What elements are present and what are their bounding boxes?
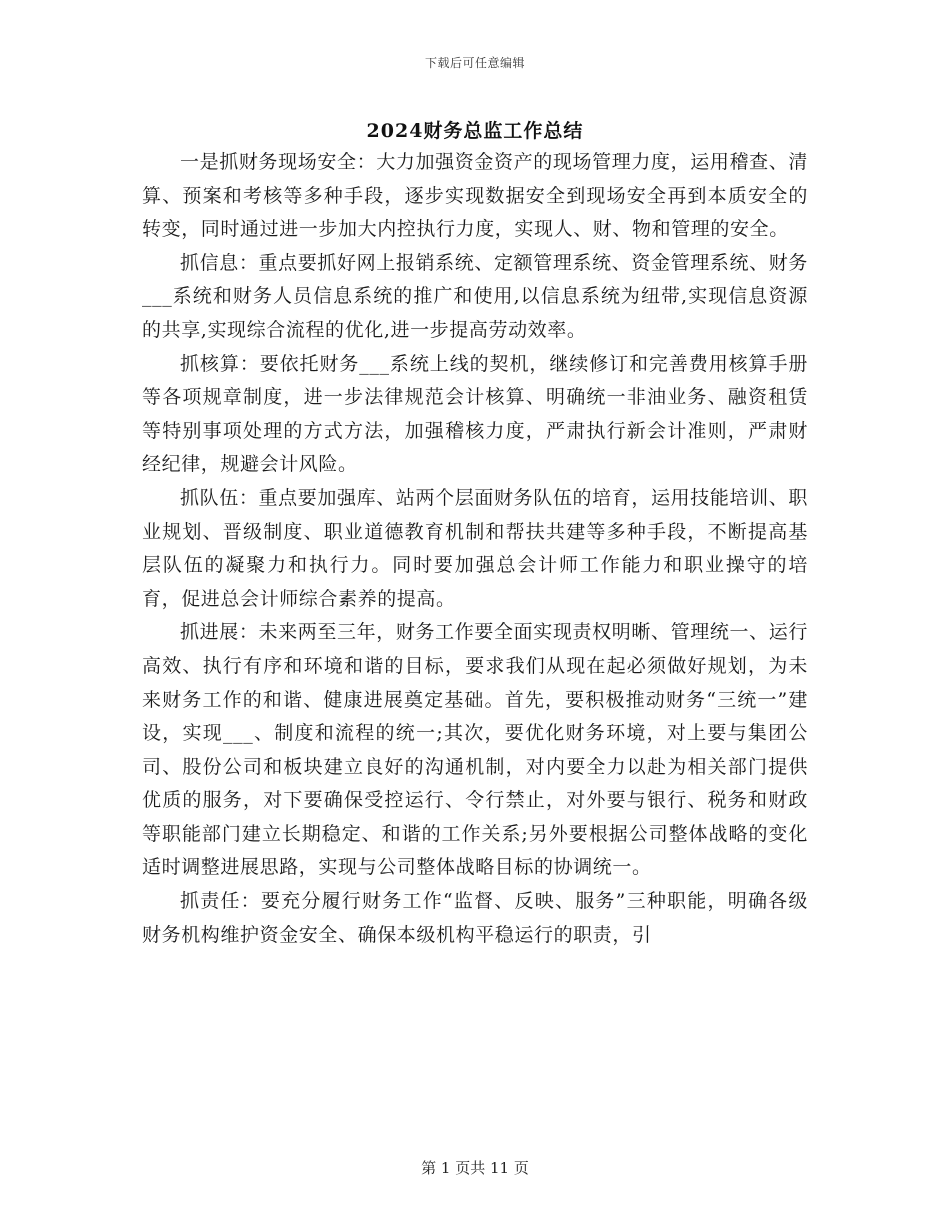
header-note: 下载后可任意编辑 — [424, 56, 525, 70]
paragraph-team: 抓队伍：重点要加强库、站两个层面财务队伍的培育，运用技能培训、职业规划、晋级制度、职业道德教育机制和帮扶共建等多种手段，不断提高基层队伍的凝聚力和执行力。同时要加强总会计师工作能力和职业操守的培育，促进总会计师综合素养的提高。 — [142, 486, 808, 610]
paragraph-responsibility: 抓责任：要充分履行财务工作“监督、反映、服务”三种职能，明确各级财务机构维护资金安全、确保本级机构平稳运行的职责，引 — [142, 890, 808, 946]
document-body — [142, 146, 808, 952]
paragraph-development: 抓进展：未来两至三年，财务工作要全面实现责权明晰、管理统一、运行高效、执行有序和环境和谐的目标，要求我们从现在起必须做好规划，为未来财务工作的和谐、健康进展奠定基础。首先，要积极推动财务“三统一”建设，实现___、制度和流程的统一;其次，要优化财务环境，对上要与集团公司、股份公司和板块建立良好的沟通机制，对内要全力以赴为相关部门提供优质的服务，对下要确保受控运行、令行禁止，对外要与银行、税务和财政等职能部门建立长期稳定、和谐的工作关系;另外要根据公司整体战略的变化适时调整进展思路，实现与公司整体战略目标的协调统一。 — [142, 621, 808, 879]
paragraph-accounting: 抓核算：要依托财务___系统上线的契机，继续修订和完善费用核算手册等各项规章制度，进一步法律规范会计核算、明确统一非油业务、融资租赁等特别事项处理的方式方法，加强稽核力度，严肃执行新会计准则，严肃财经纪律，规避会计风险。 — [142, 352, 808, 476]
paragraph-site-safety: 一是抓财务现场安全：大力加强资金资产的现场管理力度，运用稽查、清算、预案和考核等多种手段，逐步实现数据安全到现场安全再到本质安全的转变，同时通过进一步加大内控执行力度，实现人、财、物和管理的安全。 — [142, 151, 808, 241]
page-number: 第 1 页共 11 页 — [421, 1159, 529, 1177]
paragraph-information: 抓信息：重点要抓好网上报销系统、定额管理系统、资金管理系统、财务___系统和财务人员信息系统的推广和使用,以信息系统为纽带,实现信息资源的共享,实现综合流程的优化,进一步提高劳动效率。 — [142, 251, 808, 341]
document-title: 2024财务总监工作总结 — [366, 120, 584, 142]
